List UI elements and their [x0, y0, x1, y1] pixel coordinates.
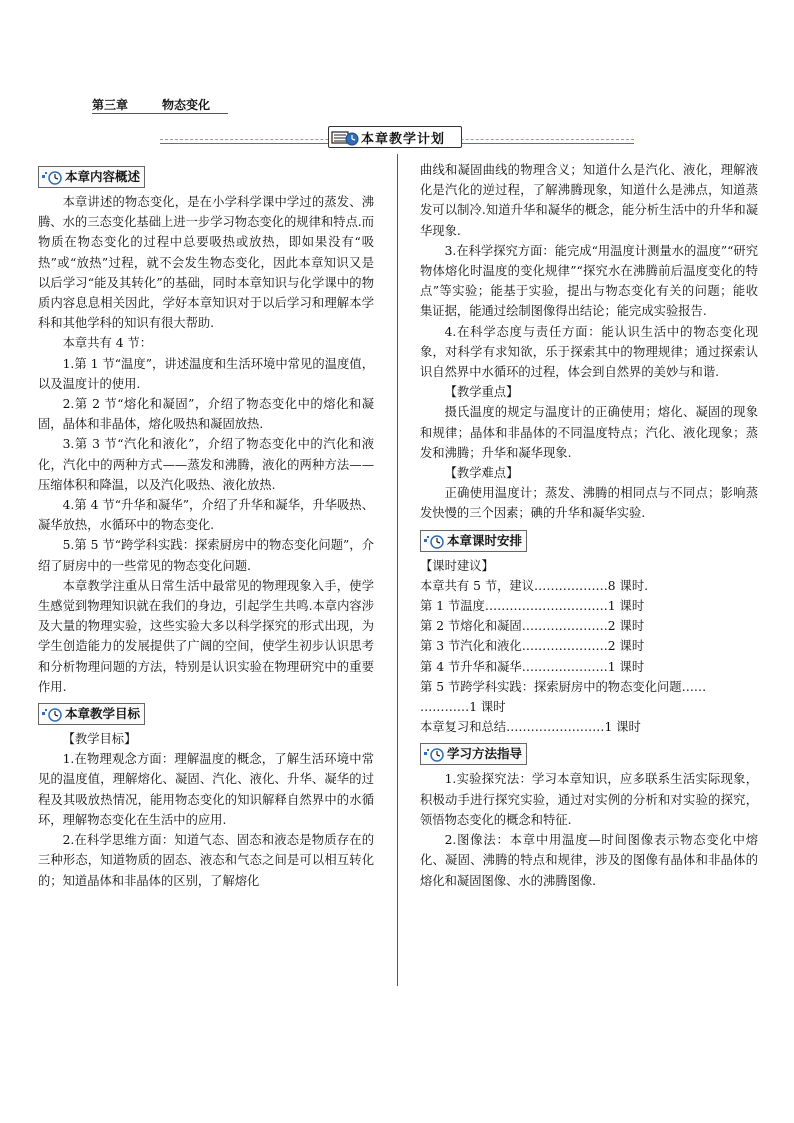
clock-icon: [41, 705, 65, 723]
section-header-overview: [38, 166, 145, 188]
overview-paragraph: 5.第 5 节“跨学科实践：探索厨房中的物态变化问题”，介绍了厨房中的一些常见的物态变化问题.: [38, 538, 374, 573]
goals-label: 【教学目标】: [62, 732, 137, 747]
column-divider: [397, 154, 398, 986]
left-column: [38, 160, 374, 891]
method-paragraph: 2.图像法：本章中用温度—时间图像表示物态变化中熔化、凝固、沸腾的特点和规律，涉及的图像有晶体和非晶体的熔化和凝固图像、水的沸腾图像.: [420, 833, 758, 888]
schedule-line: 本章共有 5 节，建议………………8 课时.: [420, 578, 649, 593]
banner-title-box: [328, 126, 462, 148]
chapter-underline: [92, 113, 228, 114]
key-points-label: 【教学重点】: [444, 385, 519, 400]
section-title-schedule: 本章课时安排: [447, 532, 523, 548]
schedule-line: 第 2 节熔化和凝固…………………2 课时: [420, 619, 645, 634]
clock-icon: [423, 532, 447, 550]
key-points-text: 摄氏温度的规定与温度计的正确使用；熔化、凝固的现象和规律；晶体和非晶体的不同温度特点；汽化、液化现象；蒸发和沸腾；升华和凝华现象.: [420, 405, 758, 460]
chapter-heading: [92, 96, 210, 113]
section-title-method: 学习方法指导: [447, 746, 523, 762]
overview-paragraph: 4.第 4 节“升华和凝华”，介绍了升华和凝华，升华吸热、凝华放热，水循环中的物态变化.: [38, 498, 374, 533]
section-title-goals: 本章教学目标: [65, 705, 141, 721]
difficulties-label: 【教学难点】: [444, 466, 519, 481]
banner-title: 本章教学计划: [361, 131, 446, 147]
schedule-line: 第 1 节温度…………………………1 课时: [420, 599, 645, 614]
plan-banner: [160, 126, 634, 148]
schedule-line: 第 3 节汽化和液化…………………2 课时: [420, 639, 645, 654]
overview-paragraph: 本章讲述的物态变化，是在小学科学课中学过的蒸发、沸腾、水的三态变化基础上进一步学习物态变化的规律和特点.而物质在物态变化的过程中总要吸热或放热，即如果没有“吸热”或“放热”过程，就不会发生物态变化，因此本章知识又是以后学习“能及其转化”的基础，同时本章知识与化学课中的物质内容息息相关因此，学好本章知识对于以后学习和理解本学科和其他学科的知识有很大帮助.: [38, 195, 374, 331]
difficulties-text: 正确使用温度计；蒸发、沸腾的相同点与不同点；影响蒸发快慢的三个因素；碘的升华和凝华实验.: [420, 486, 758, 521]
clock-icon: [41, 168, 65, 186]
book-clock-icon: [329, 127, 361, 147]
method-paragraph: 1.实验探究法：学习本章知识，应多联系生活实际现象，积极动手进行探究实验，通过对实例的分析和对实验的探究，领悟物态变化的概念和特征.: [420, 772, 758, 827]
overview-paragraph: 本章共有 4 节：: [62, 336, 153, 351]
schedule-line: 第 5 节跨学科实践：探索厨房中的物态变化问题……: [420, 679, 707, 694]
right-column: [420, 160, 758, 891]
section-title-overview: 本章内容概述: [65, 168, 141, 184]
goals-paragraph: 1.在物理观念方面：理解温度的概念，了解生活环境中常见的温度值，理解熔化、凝固、汽化、液化、升华、凝华的过程及其吸放热情况，能用物态变化的知识解释自然界中的水循环，理解物态变化在生活中的应用.: [38, 752, 374, 827]
overview-paragraph: 1.第 1 节“温度”，讲述温度和生活环境中常见的温度值，以及温度计的使用.: [38, 356, 374, 391]
overview-paragraph: 3.第 3 节“汽化和液化”，介绍了物态变化中的汽化和液化，汽化中的两种方式——蒸发和沸腾，液化的两种方法——压缩体积和降温，以及汽化吸热、液化放热.: [38, 437, 374, 492]
goals-paragraph: 4.在科学态度与责任方面：能认识生活中的物态变化现象，对科学有求知欲，乐于探索其中的物理规律；通过探索认识自然界中水循环的过程，体会到自然界的美妙与和谐.: [420, 324, 758, 380]
goals-paragraph: 曲线和凝固曲线的物理含义；知道什么是汽化、液化，理解液化是汽化的逆过程，了解沸腾现象，知道什么是沸点，知道蒸发可以制冷.知道升华和凝华的概念，能分析生活中的升华和凝华现象.: [420, 163, 758, 238]
section-header-method: [420, 743, 527, 765]
chapter-name: 物态变化: [162, 98, 211, 112]
schedule-line: 本章复习和总结……………………1 课时: [420, 720, 641, 735]
schedule-line: …………1 课时: [420, 700, 506, 715]
section-header-schedule: [420, 530, 527, 552]
chapter-number: 第三章: [92, 98, 129, 112]
schedule-label: 【课时建议】: [420, 558, 494, 573]
section-header-goals: [38, 703, 145, 725]
overview-paragraph: 2.第 2 节“熔化和凝固”，介绍了物态变化中的熔化和凝固，晶体和非晶体，熔化吸热和凝固放热.: [38, 397, 374, 432]
schedule-line: 第 4 节升华和凝华…………………1 课时: [420, 659, 645, 674]
goals-paragraph: 3.在科学探究方面：能完成“用温度计测量水的温度”“研究物体熔化时温度的变化规律”“探究水在沸腾前后温度变化的特点”等实验；能基于实验，提出与物态变化有关的问题；能收集证据，能通过绘制图像得出结论；能完成实验报告.: [420, 243, 759, 319]
goals-paragraph: 2.在科学思维方面：知道气态、固态和液态是物质存在的三种形态，知道物质的固态、液态和气态之间是可以相互转化的；知道晶体和非晶体的区别，了解熔化: [38, 833, 374, 888]
clock-icon: [423, 745, 447, 763]
overview-paragraph: 本章教学注重从日常生活中最常见的物理现象入手，使学生感觉到物理知识就在我们的身边，引起学生共鸣.本章内容涉及大量的物理实验，这些实验大多以科学探究的形式出现，为学生创造能力的发展提供了广阔的空间，使学生初步认识思考和分析物理问题的方法，特别是认识实验在物理研究中的重要作用.: [38, 578, 374, 694]
